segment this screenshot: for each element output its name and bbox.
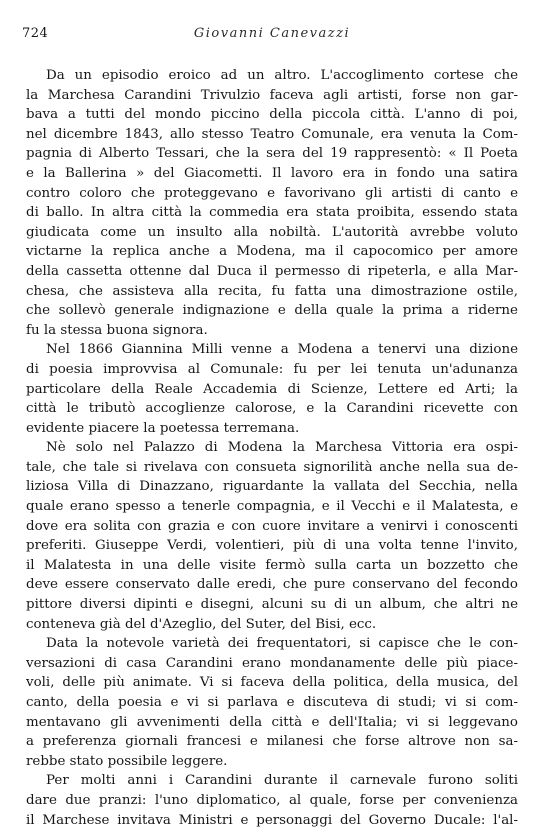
text-line: della cassetta ottenne dal Duca il permesso di ripeterla, e alla Mar- bbox=[26, 263, 518, 279]
text-line: nel dicembre 1843, allo stesso Teatro Comunale, era venuta la Com- bbox=[26, 126, 518, 142]
text-line: pittore diversi dipinti e disegni, alcuni su di un album, che altri ne bbox=[26, 597, 518, 613]
text-line: dare due pranzi: l'uno diplomatico, al quale, forse per convenienza bbox=[26, 792, 518, 808]
text-line: liziosa Villa di Dinazzano, riguardante la vallata del Secchia, nella bbox=[26, 479, 518, 495]
running-head bbox=[22, 26, 522, 46]
text-line: Data la notevole varietà dei frequentatori, si capisce che le con- bbox=[46, 636, 518, 652]
text-line: che sollevò generale indignazione e della quale la prima a riderne bbox=[26, 303, 518, 319]
text-line: bava a tutti del mondo piccino della piccola città. L'anno di poi, bbox=[26, 107, 518, 123]
text-line: voli, delle più animate. Vi si faceva della politica, della musica, del bbox=[26, 675, 518, 691]
text-line: a preferenza giornali francesi e milanesi che forse altrove non sa- bbox=[26, 734, 518, 750]
paragraph bbox=[26, 771, 518, 830]
paragraph bbox=[26, 340, 518, 438]
text-line: il Malatesta in una delle visite fermò sulla carta un bozzetto che bbox=[26, 557, 518, 573]
text-line: particolare della Reale Accademia di Scienze, Lettere ed Arti; la bbox=[26, 381, 518, 397]
text-line: conteneva già del d'Azeglio, del Suter, del Bisi, ecc. bbox=[26, 616, 377, 632]
text-line: mentavano gli avvenimenti della città e dell'Italia; vi si leggevano bbox=[26, 714, 518, 730]
text-line: contro coloro che proteggevano e favorivano gli artisti di canto e bbox=[26, 185, 518, 201]
page-number: 724 bbox=[22, 26, 49, 41]
text-line: di ballo. In altra città la commedia era stata proibita, essendo stata bbox=[26, 205, 518, 221]
paragraph bbox=[26, 634, 518, 771]
paragraph bbox=[26, 438, 518, 634]
text-line: preferiti. Giuseppe Verdi, volentieri, più di una volta tenne l'invito, bbox=[26, 538, 518, 554]
text-line: il Marchese invitava Ministri e personaggi del Governo Ducale: l'al- bbox=[26, 812, 518, 828]
text-line: Nè solo nel Palazzo di Modena la Marchesa Vittoria era ospi- bbox=[46, 440, 518, 456]
text-line: quale erano spesso a tenerle compagnia, e il Vecchi e il Malatesta, e bbox=[26, 499, 518, 515]
text-line: canto, della poesia e vi si parlava e discuteva di studi; vi si com- bbox=[26, 695, 518, 710]
text-line: fu la stessa buona signora. bbox=[26, 322, 208, 338]
text-line: Da un episodio eroico ad un altro. L'accoglimento cortese che bbox=[46, 68, 518, 83]
text-line: Per molti anni i Carandini durante il carnevale furono soliti bbox=[46, 773, 518, 789]
paragraph bbox=[26, 66, 518, 340]
text-line: versazioni di casa Carandini erano mondanamente delle più piace- bbox=[26, 655, 518, 671]
text-line: pagnia di Alberto Tessari, che la sera del 19 rappresentò: « Il Poeta bbox=[26, 146, 518, 162]
text-line: evidente piacere la poetessa terremana. bbox=[26, 420, 300, 436]
running-title: Giovanni Canevazzi bbox=[193, 26, 351, 41]
text-line: dove era solita con grazia e con cuore invitare a venirvi i conoscenti bbox=[26, 518, 518, 534]
text-line: deve essere conservato dalle eredi, che pure conservano del fecondo bbox=[26, 577, 518, 593]
text-line: Nel 1866 Giannina Milli venne a Modena a tenervi una dizione bbox=[46, 342, 518, 358]
text-line: la Marchesa Carandini Trivulzio faceva agli artisti, forse non gar- bbox=[26, 87, 518, 103]
text-line: di poesia improvvisa al Comunale: fu per lei tenuta un'adunanza bbox=[26, 361, 518, 377]
body-text bbox=[26, 66, 518, 830]
text-line: tale, che tale si rivelava con consueta signorilità anche nella sua de- bbox=[26, 459, 518, 475]
text-line: victarne la replica anche a Modena, ma il capocomico per amore bbox=[26, 244, 518, 260]
text-line: chesa, che assisteva alla recita, fu fatta una dimostrazione ostile, bbox=[26, 283, 518, 299]
text-line: e la Ballerina » del Giacometti. Il lavoro era in fondo una satira bbox=[26, 165, 518, 181]
text-line: rebbe stato possibile leggere. bbox=[26, 753, 228, 769]
text-line: città le tributò accoglienze calorose, e la Carandini ricevette con bbox=[26, 401, 518, 417]
text-line: giudicata come un insulto alla nobiltà. L'autorità avrebbe voluto bbox=[26, 224, 518, 240]
